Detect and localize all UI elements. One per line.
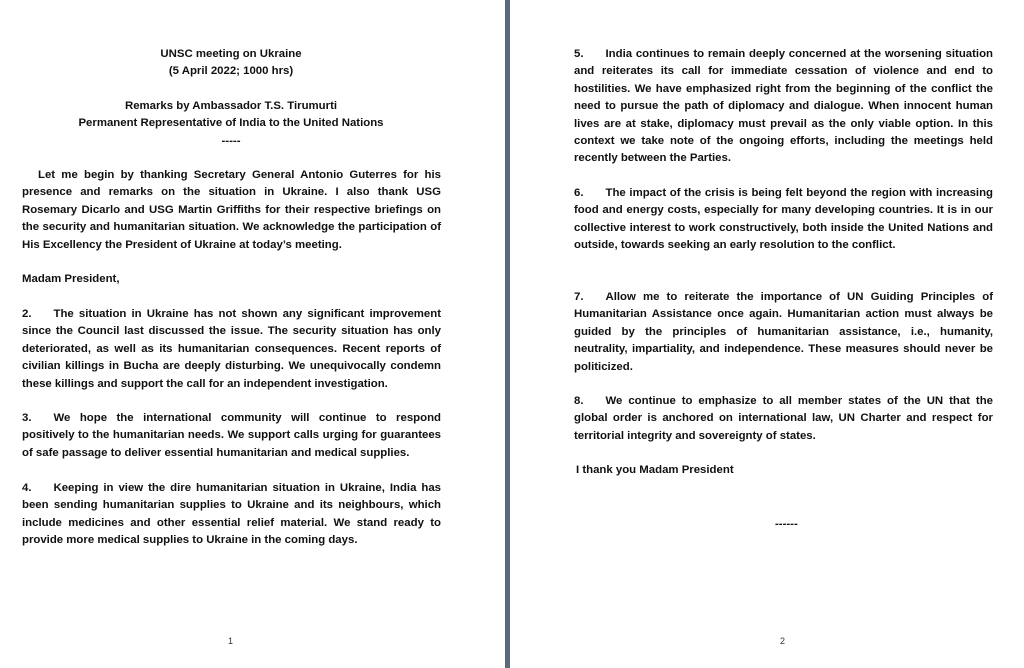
paragraph-3-number: 3. xyxy=(22,412,32,424)
paragraph-2 xyxy=(22,306,441,393)
salutation: Madam President, xyxy=(22,273,120,285)
closing-line: I thank you Madam President xyxy=(576,464,734,476)
paragraph-4-text: Keeping in view the dire humanitarian situation in Ukraine, India has been sending humanitarian supplies to Ukraine and its neighbours, which include medicines and other essential relief material. We stand ready to provide more medical supplies to Ukraine in the coming days. xyxy=(22,482,441,547)
paragraph-6-number: 6. xyxy=(574,187,584,199)
paragraph-6-text: The impact of the crisis is being felt beyond the region with increasing food and energy costs, especially for many developing countries. It is in our collective interest to work constructively, both inside the United Nations and outside, towards seeking an early resolution to the conflict. xyxy=(574,187,993,252)
page-number-2: 2 xyxy=(780,636,786,646)
meeting-title: UNSC meeting on Ukraine xyxy=(160,48,302,60)
paragraph-5 xyxy=(574,46,993,168)
paragraph-7-number: 7. xyxy=(574,291,584,303)
end-mark: ------ xyxy=(775,518,798,530)
paragraph-8 xyxy=(574,393,993,445)
heading-separator: ----- xyxy=(221,134,241,147)
paragraph-2-number: 2. xyxy=(22,308,32,320)
speaker-block xyxy=(0,98,462,150)
paragraph-3-text: We hope the international community will continue to respond positively to the humanitarian needs. We support calls urging for guarantees of safe passage to deliver essential humanitarian and medical supplies. xyxy=(22,412,441,459)
paragraph-5-text: India continues to remain deeply concerned at the worsening situation and reiterates its call for immediate cessation of violence and end to hostilities. We have emphasized right from the beginning of the conflict the need to pursue the path of diplomacy and dialogue. When innocent human lives are at stake, diplomacy must prevail as the only viable option. In this context we take note of the ongoing efforts, including the meetings held recently between the Parties. xyxy=(574,48,993,165)
document-page-1 xyxy=(0,0,505,668)
paragraph-8-number: 8. xyxy=(574,395,584,407)
heading-block xyxy=(0,46,462,81)
paragraph-6 xyxy=(574,185,993,255)
paragraph-3 xyxy=(22,410,441,462)
paragraph-4 xyxy=(22,480,441,550)
paragraph-5-number: 5. xyxy=(574,48,584,60)
paragraph-4-number: 4. xyxy=(22,482,32,494)
paragraph-7 xyxy=(574,289,993,376)
remarks-by: Remarks by Ambassador T.S. Tirumurti xyxy=(124,100,338,112)
speaker-position: Permanent Representative of India to the United Nations xyxy=(78,117,384,130)
intro-paragraph: Let me begin by thanking Secretary General Antonio Guterres for his presence and remarks on the situation in Ukraine. I also thank USG Rosemary Dicarlo and USG Martin Griffiths for their respective briefings on the security and humanitarian situation. We acknowledge the participation of His Excellency the President of Ukraine at today’s meeting. xyxy=(22,169,441,251)
paragraph-2-text: The situation in Ukraine has not shown any significant improvement since the Council last discussed the issue. The security situation has only deteriorated, as well as its humanitarian consequences. Recent reports of civilian killings in Bucha are deeply disturbing. We unequivocally condemn these killings and support the call for an independent investigation. xyxy=(22,308,441,390)
document-page-2 xyxy=(510,0,1024,668)
paragraph-8-text: We continue to emphasize to all member states of the UN that the global order is anchored on international law, UN Charter and respect for territorial integrity and sovereignty of states. xyxy=(574,395,993,442)
page-number-1: 1 xyxy=(228,636,234,646)
paragraph-7-text: Allow me to reiterate the importance of UN Guiding Principles of Humanitarian Assistance once again. Humanitarian action must always be guided by the principles of humanitarian assistance, i.e., humanity, neutrality, impartiality, and independence. These measures should never be politicized. xyxy=(574,291,993,373)
meeting-date: (5 April 2022; 1000 hrs) xyxy=(168,65,294,78)
